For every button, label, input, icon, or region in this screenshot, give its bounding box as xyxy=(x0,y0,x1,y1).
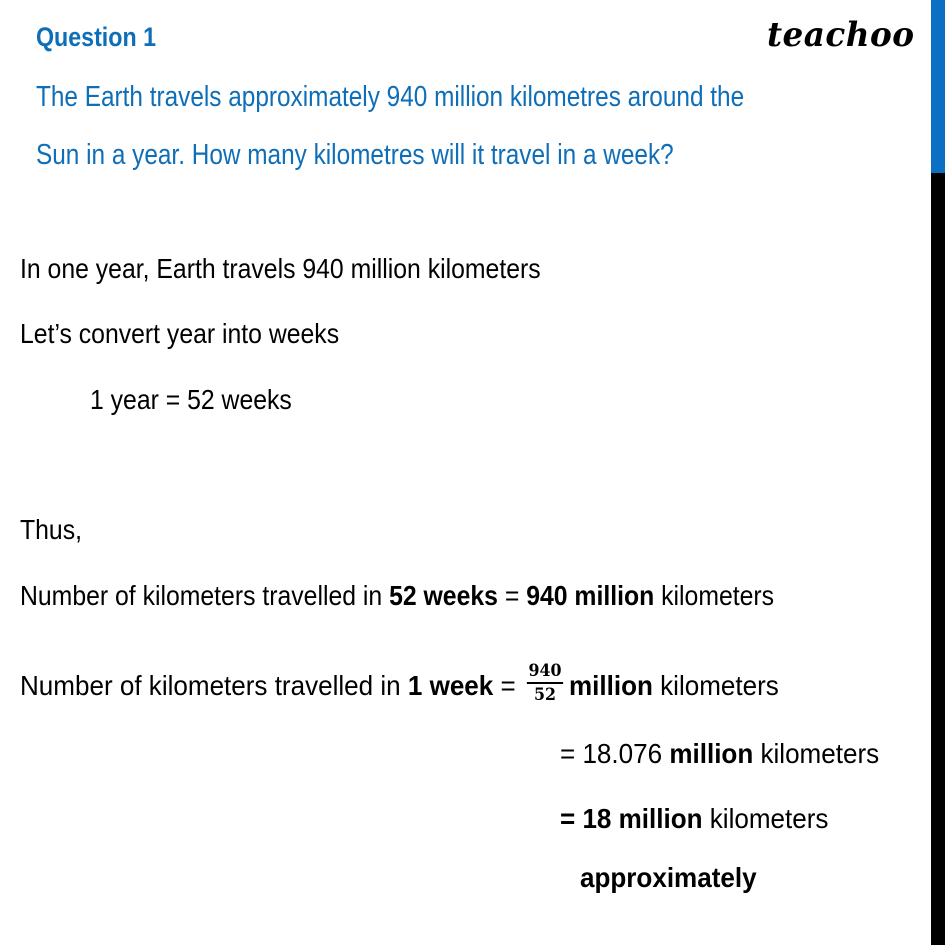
teachoo-logo: teachoo xyxy=(767,15,915,55)
solution-line-52-weeks: Number of kilometers travelled in 52 weeks = 940 million kilometers xyxy=(20,580,775,611)
solution-line-one-year: In one year, Earth travels 940 million kilometers xyxy=(20,253,541,284)
solution-line-approximately: approximately xyxy=(580,862,757,893)
fraction xyxy=(527,663,564,704)
solution-line-convert: Let’s convert year into weeks xyxy=(20,318,340,349)
fraction-denominator: 52 xyxy=(534,685,557,705)
solution-line-result-rounded: = 18 million kilometers xyxy=(560,803,829,834)
side-accent-bar-black xyxy=(931,173,945,945)
question-text-line-1: The Earth travels approximately 940 million kilometres around the xyxy=(36,81,745,113)
solution-line-year-equals-weeks: 1 year = 52 weeks xyxy=(90,384,292,415)
fraction-numerator: 940 xyxy=(527,663,564,684)
question-text-line-2: Sun in a year. How many kilometres will it travel in a week? xyxy=(36,139,674,171)
solution-line-1-week: Number of kilometers travelled in 1 week = $\frac{940}{52}$ million kilometers xyxy=(20,661,779,705)
solution-line-thus: Thus, xyxy=(20,514,82,545)
solution-line-result-exact: = 18.076 million kilometers xyxy=(560,738,880,769)
side-accent-bar-blue xyxy=(931,0,945,173)
question-label: Question 1 xyxy=(36,22,156,52)
